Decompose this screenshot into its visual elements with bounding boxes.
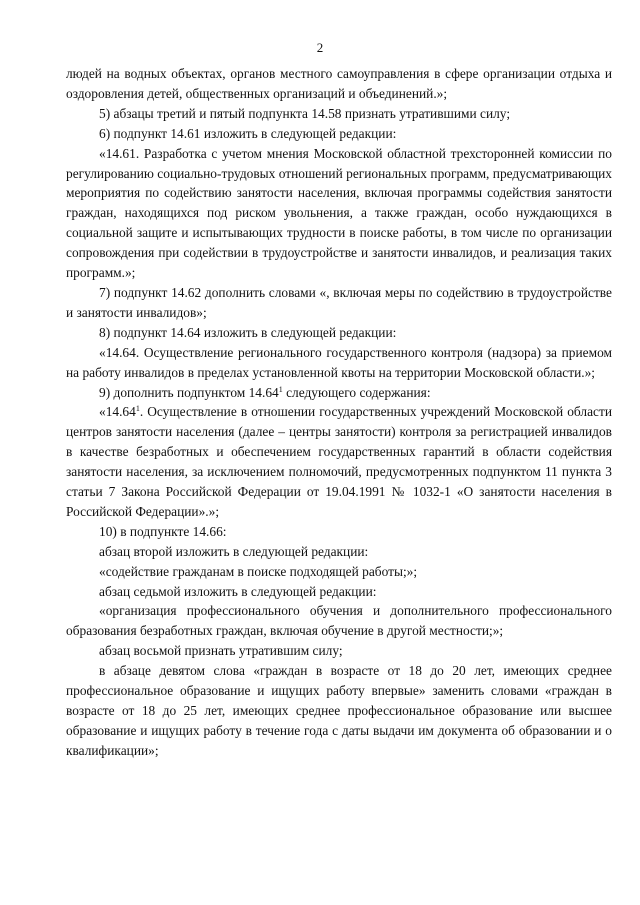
paragraph-14-64-text: «14.64. Осуществление регионального государственного контроля (надзора) за приемом на работу инвалидов в пределах установленной квоты на территории Московской области.»; <box>66 344 612 380</box>
paragraph-item-10: 10) в подпункте 14.66: <box>99 523 227 539</box>
item9-after: следующего содержания: <box>282 384 431 400</box>
item9-text-prefix: «14.64 <box>99 404 136 420</box>
paragraph-14-61-text: «14.61. Разработка с учетом мнения Московской областной трехсторонней комиссии по регулированию социально-трудовых отношений региональных программ, предусматривающих мероприятия по содействию занятости населения, включая программы содействия занятости граждан, находящихся под риском увольнения, а также граждан, особо нуждающихся в социальной защите и испытывающих трудности в поиске работы, в том числе по организации сопровождения при содействии в трудоустройстве и занятости инвалидов, и реализация таких программ.»; <box>66 145 612 281</box>
paragraph-abzac-2-text: «содействие гражданам в поиске подходящей работы;»; <box>99 563 418 579</box>
paragraph-abzac-8: абзац восьмой признать утратившим силу; <box>99 643 343 659</box>
paragraph-item-8: 8) подпункт 14.64 изложить в следующей редакции: <box>99 324 397 340</box>
paragraph-item-7: 7) подпункт 14.62 дополнить словами «, включая меры по содействию в трудоустройстве и занятости инвалидов»; <box>66 284 612 320</box>
paragraph-abzac-7-text: «организация профессионального обучения и дополнительного профессионального образования безработных граждан, включая обучение в другой местности;»; <box>66 603 612 639</box>
item9-superscript: 1 <box>278 384 283 394</box>
paragraph-14-64-1-text <box>66 402 612 521</box>
paragraph-item-6: 6) подпункт 14.61 изложить в следующей редакции: <box>99 125 397 141</box>
document-body <box>66 64 612 761</box>
page-number: 2 <box>316 40 324 55</box>
paragraph-abzac-9: в абзаце девятом слова «граждан в возрасте от 18 до 20 лет, имеющих среднее профессиональное образование и ищущих работу впервые» заменить словами «граждан в возрасте от 18 до 25 лет, имеющих среднее профессиональное образование или высшее образование и ищущих работу в течение года с даты выдачи им документа об образовании и о квалификации»; <box>66 663 612 758</box>
paragraph-abzac-7: абзац седьмой изложить в следующей редакции: <box>99 583 377 599</box>
paragraph-continuation: людей на водных объектах, органов местного самоуправления в сфере организации отдыха и оздоровления детей, общественных организаций и объединений.»; <box>66 66 612 101</box>
paragraph-abzac-2: абзац второй изложить в следующей редакции: <box>99 543 369 559</box>
item9-text-superscript: 1 <box>135 404 140 414</box>
paragraph-item-9 <box>66 383 612 403</box>
item9-before: 9) дополнить подпунктом 14.64 <box>99 384 279 400</box>
item9-text-rest: . Осуществление в отношении государственных учреждений Московской области центров занятости населения (далее – центры занятости) контроля за регистрацией инвалидов в качестве безработных и обеспечением государственных гарантий в области содействия занятости населения, за исключением полномочий, предусмотренных подпунктом 11 пункта 3 статьи 7 Закона Российской Федерации от 19.04.1991 № 1032-1 «О занятости населения в Российской Федерации».»; <box>66 404 612 519</box>
paragraph-item-5: 5) абзацы третий и пятый подпункта 14.58 признать утратившими силу; <box>99 105 511 121</box>
